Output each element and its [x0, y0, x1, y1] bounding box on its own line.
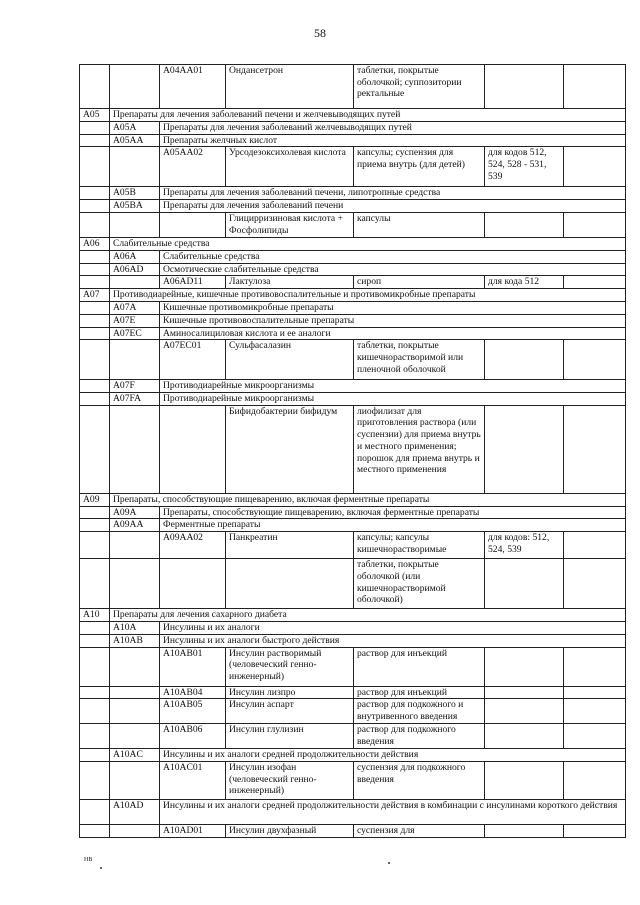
dosage-form: сироп [354, 276, 485, 289]
empty-cell [80, 122, 110, 135]
drug-name: Лактулоза [226, 276, 354, 289]
table-row [80, 250, 626, 263]
empty-cell [564, 559, 626, 609]
atc-code-level2: A07A [110, 302, 160, 315]
empty-cell [80, 532, 110, 559]
table-row [80, 393, 626, 406]
drug-name: Инсулин двухфазный [226, 824, 354, 837]
empty-cell [110, 647, 160, 686]
code-note [485, 405, 564, 493]
atc-group-label: Препараты, способствующие пищеварению, включая ферментные препараты [110, 493, 626, 506]
table-row [80, 686, 626, 699]
dosage-form: таблетки, покрытые кишечнорастворимой или пленочной оболочкой [354, 340, 485, 380]
empty-cell [110, 340, 160, 380]
table-row [80, 532, 626, 559]
atc-code [160, 212, 226, 237]
table-row [80, 237, 626, 250]
empty-cell [564, 761, 626, 799]
atc-code-level2: A09A [110, 506, 160, 519]
scan-speck [388, 862, 390, 864]
drug-name: Инсулин изофан (человеческий генно-инженерный) [226, 761, 354, 799]
scan-speck [100, 867, 102, 869]
atc-code-level3: A10AC [110, 749, 160, 762]
empty-cell [80, 65, 110, 109]
atc-subgroup-label: Инсулины и их аналоги быстрого действия [160, 634, 626, 647]
empty-cell [110, 65, 160, 109]
drug-name: Инсулин глулизин [226, 724, 354, 749]
empty-cell [110, 559, 160, 609]
atc-subgroup-label: Ферментные препараты [160, 519, 626, 532]
table-row [80, 187, 626, 200]
table-row [80, 559, 626, 609]
atc-subgroup-label: Аминосалициловая кислота и ее аналоги [160, 327, 626, 340]
atc-code: A10AD01 [160, 824, 226, 837]
drug-name: Инсулин растворимый (человеческий генно-инженерный) [226, 647, 354, 686]
empty-cell [80, 824, 110, 837]
atc-code-level3: A07FA [110, 393, 160, 406]
empty-cell [564, 824, 626, 837]
atc-code-level3: A10AB [110, 634, 160, 647]
drug-name: Панкреатин [226, 532, 354, 559]
empty-cell [80, 699, 110, 724]
empty-cell [80, 559, 110, 609]
dosage-form: капсулы; капсулы кишечнорастворимые [354, 532, 485, 559]
dosage-form: таблетки, покрытые оболочкой; суппозитории ректальные [354, 65, 485, 109]
empty-cell [80, 147, 110, 187]
code-note: для кода 512 [485, 276, 564, 289]
empty-cell [80, 250, 110, 263]
table-row [80, 263, 626, 276]
dosage-form: раствор для инъекций [354, 686, 485, 699]
atc-subgroup-label: Противодиарейные микроорганизмы [160, 393, 626, 406]
empty-cell [80, 519, 110, 532]
table-row [80, 799, 626, 824]
atc-code-level2: A07E [110, 314, 160, 327]
code-note: для кодов 512, 524, 528 - 531, 539 [485, 147, 564, 187]
table-row [80, 380, 626, 393]
footer-mark: HB [84, 857, 93, 863]
atc-code-level3: A05AA [110, 134, 160, 147]
empty-cell [80, 686, 110, 699]
atc-code: A07EC01 [160, 340, 226, 380]
empty-cell [564, 724, 626, 749]
atc-code-level1: A07 [80, 289, 110, 302]
table-row [80, 122, 626, 135]
table-row [80, 134, 626, 147]
table-row [80, 761, 626, 799]
empty-cell [80, 634, 110, 647]
empty-cell [80, 187, 110, 200]
atc-code-level1: A10 [80, 609, 110, 622]
table-row [80, 276, 626, 289]
atc-code-level2: A10A [110, 622, 160, 635]
drug-name: Ондансетрон [226, 65, 354, 109]
atc-subgroup-label: Инсулины и их аналоги средней продолжительности действия в комбинации с инсулинами короткого действия [160, 799, 626, 824]
atc-code-level2: A06A [110, 250, 160, 263]
table-row [80, 340, 626, 380]
atc-code: A05AA02 [160, 147, 226, 187]
empty-cell [110, 212, 160, 237]
drug-name: Инсулин аспарт [226, 699, 354, 724]
drug-name: Глицирризиновая кислота + Фосфолипиды [226, 212, 354, 237]
empty-cell [110, 824, 160, 837]
code-note [485, 212, 564, 237]
atc-subgroup-label: Инсулины и их аналоги средней продолжительности действия [160, 749, 626, 762]
atc-code: A10AB04 [160, 686, 226, 699]
atc-code: A10AC01 [160, 761, 226, 799]
empty-cell [564, 699, 626, 724]
empty-cell [80, 340, 110, 380]
empty-cell [110, 405, 160, 493]
empty-cell [80, 749, 110, 762]
atc-subgroup-label: Препараты для лечения заболеваний желчевыводящих путей [160, 122, 626, 135]
atc-code: A06AD11 [160, 276, 226, 289]
empty-cell [564, 340, 626, 380]
dosage-form: лиофилизат для приготовления раствора (или суспензии) для приема внутрь и местного применения; порошок для приема внутрь и местного применения [354, 405, 485, 493]
atc-subgroup-label: Инсулины и их аналоги [160, 622, 626, 635]
dosage-form: раствор для инъекций [354, 647, 485, 686]
table-row [80, 749, 626, 762]
atc-subgroup-label: Кишечные противовоспалительные препараты [160, 314, 626, 327]
dosage-form: капсулы; суспензия для приема внутрь (для детей) [354, 147, 485, 187]
atc-code-level2: A05B [110, 187, 160, 200]
atc-subgroup-label: Препараты для лечения заболеваний печени, липотропные средства [160, 187, 626, 200]
empty-cell [80, 263, 110, 276]
empty-cell [80, 302, 110, 315]
atc-code [160, 405, 226, 493]
empty-cell [564, 65, 626, 109]
dosage-form: капсулы [354, 212, 485, 237]
empty-cell [564, 405, 626, 493]
atc-code-level1: A06 [80, 237, 110, 250]
drug-name [226, 559, 354, 609]
table-row [80, 109, 626, 122]
drug-name: Бифидобактерии бифидум [226, 405, 354, 493]
empty-cell [80, 276, 110, 289]
atc-subgroup-label: Противодиарейные микроорганизмы [160, 380, 626, 393]
table-row [80, 824, 626, 837]
table-row [80, 65, 626, 109]
table-row [80, 289, 626, 302]
empty-cell [564, 647, 626, 686]
dosage-form: таблетки, покрытые оболочкой (или кишечнорастворимой оболочкой) [354, 559, 485, 609]
atc-code-level3: A06AD [110, 263, 160, 276]
empty-cell [80, 506, 110, 519]
atc-code: A04AA01 [160, 65, 226, 109]
drug-name: Инсулин лизпро [226, 686, 354, 699]
table-row [80, 699, 626, 724]
dosage-form: суспензия для подкожного введения [354, 761, 485, 799]
empty-cell [80, 314, 110, 327]
drug-list-table [79, 64, 626, 838]
empty-cell [80, 405, 110, 493]
table-row [80, 147, 626, 187]
empty-cell [564, 147, 626, 187]
empty-cell [80, 761, 110, 799]
table-row [80, 622, 626, 635]
table-row [80, 634, 626, 647]
code-note [485, 686, 564, 699]
empty-cell [110, 686, 160, 699]
table-row [80, 647, 626, 686]
empty-cell [80, 380, 110, 393]
table-row [80, 609, 626, 622]
code-note [485, 761, 564, 799]
code-note [485, 65, 564, 109]
atc-code: A10AB05 [160, 699, 226, 724]
page-number: 58 [314, 26, 326, 40]
empty-cell [564, 686, 626, 699]
atc-code-level1: A09 [80, 493, 110, 506]
code-note: для кодов: 512, 524, 539 [485, 532, 564, 559]
atc-code: A09AA02 [160, 532, 226, 559]
drug-name: Урсодезоксихолевая кислота [226, 147, 354, 187]
empty-cell [110, 276, 160, 289]
atc-subgroup-label: Осмотические слабительные средства [160, 263, 626, 276]
dosage-form: раствор для подкожного и внутривенного введения [354, 699, 485, 724]
empty-cell [80, 393, 110, 406]
table-row [80, 327, 626, 340]
atc-code-level3: A05BA [110, 200, 160, 213]
table-row [80, 724, 626, 749]
empty-cell [80, 134, 110, 147]
dosage-form: суспензия для [354, 824, 485, 837]
atc-subgroup-label: Слабительные средства [160, 250, 626, 263]
atc-group-label: Слабительные средства [110, 237, 626, 250]
atc-code [160, 559, 226, 609]
empty-cell [564, 276, 626, 289]
table-row [80, 493, 626, 506]
empty-cell [110, 147, 160, 187]
drug-name: Сульфасалазин [226, 340, 354, 380]
atc-code-level1: A05 [80, 109, 110, 122]
empty-cell [110, 761, 160, 799]
empty-cell [80, 200, 110, 213]
atc-subgroup-label: Кишечные противомикробные препараты [160, 302, 626, 315]
atc-subgroup-label: Препараты для лечения заболеваний печени [160, 200, 626, 213]
atc-code: A10AB01 [160, 647, 226, 686]
empty-cell [110, 724, 160, 749]
code-note [485, 340, 564, 380]
empty-cell [80, 724, 110, 749]
code-note [485, 724, 564, 749]
dosage-form: раствор для подкожного введения [354, 724, 485, 749]
atc-code-level2: A05A [110, 122, 160, 135]
atc-subgroup-label: Препараты, способствующие пищеварению, включая ферментные препараты [160, 506, 626, 519]
table-row [80, 405, 626, 493]
empty-cell [564, 212, 626, 237]
empty-cell [80, 212, 110, 237]
code-note [485, 647, 564, 686]
empty-cell [110, 699, 160, 724]
atc-group-label: Препараты для лечения сахарного диабета [110, 609, 626, 622]
atc-group-label: Противодиарейные, кишечные противовоспалительные и противомикробные препараты [110, 289, 626, 302]
empty-cell [110, 532, 160, 559]
empty-cell [80, 647, 110, 686]
code-note [485, 824, 564, 837]
code-note [485, 559, 564, 609]
table-row [80, 314, 626, 327]
table-row [80, 200, 626, 213]
table-row [80, 506, 626, 519]
empty-cell [564, 532, 626, 559]
empty-cell [80, 799, 110, 824]
atc-code-level3: A07EC [110, 327, 160, 340]
atc-code-level3: A10AD [110, 799, 160, 824]
atc-group-label: Препараты для лечения заболеваний печени и желчевыводящих путей [110, 109, 626, 122]
table-row [80, 519, 626, 532]
empty-cell [80, 327, 110, 340]
atc-code-level3: A09AA [110, 519, 160, 532]
empty-cell [80, 622, 110, 635]
atc-subgroup-label: Препараты желчных кислот [160, 134, 626, 147]
table-row [80, 302, 626, 315]
atc-code-level2: A07F [110, 380, 160, 393]
atc-code: A10AB06 [160, 724, 226, 749]
code-note [485, 699, 564, 724]
table-row [80, 212, 626, 237]
